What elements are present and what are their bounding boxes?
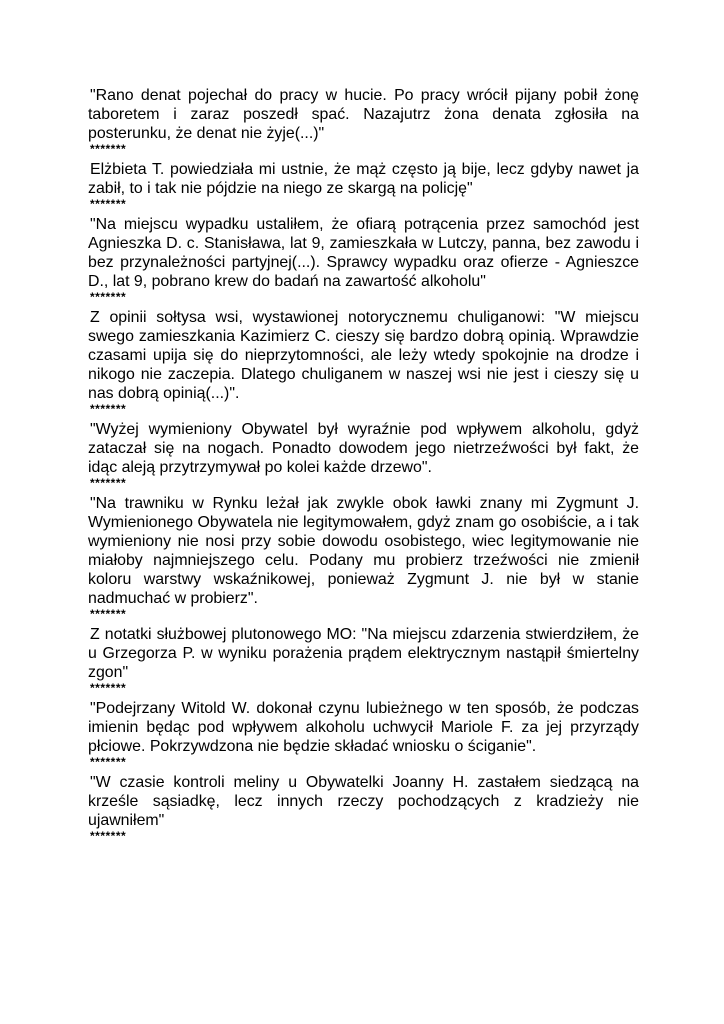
paragraph-8: "Podejrzany Witold W. dokonał czynu lubieżnego w ten sposób, że podczas imienin będąc pod wpływem alkoholu uchwycił Mariole F. za jej przyrządy płciowe. Pokrzywdzona nie będzie składać wniosku o ściganie". (88, 700, 639, 755)
separator-9: ******* (90, 829, 127, 843)
separator-1: ******* (90, 142, 127, 156)
separator-6: ******* (90, 607, 127, 621)
separator-5: ******* (90, 476, 127, 490)
paragraph-9: "W czasie kontroli meliny u Obywatelki Joanny H. zastałem siedzącą na krześle sąsiadkę, lecz innych rzeczy pochodzących z kradzieży nie ujawniłem" (88, 774, 639, 829)
separator-3: ******* (90, 290, 127, 304)
paragraph-6: "Na trawniku w Rynku leżał jak zwykle obok ławki znany mi Zygmunt J. Wymienionego Obywatela nie legitymowałem, gdyż znam go osobiście, a i tak wymieniony nie nosi przy sobie dowodu osobistego, wiec legitymowanie nie miałoby najmniejszego celu. Podany mu probierz trzeźwości nie zmienił koloru warstwy wskaźnikowej, ponieważ Zygmunt J. nie był w stanie nadmuchać w probierz". (88, 495, 639, 607)
paragraph-3: "Na miejscu wypadku ustaliłem, że ofiarą potrącenia przez samochód jest Agnieszka D. c. Stanisława, lat 9, zamieszkała w Lutczy, panna, bez zawodu i bez przynależności partyjnej(...). Sprawcy wypadku oraz ofierze - Agnieszce D., lat 9, pobrano krew do badań na zawartość alkoholu" (88, 216, 639, 290)
separator-4: ******* (90, 402, 127, 416)
paragraph-5: "Wyżej wymieniony Obywatel był wyraźnie pod wpływem alkoholu, gdyż zataczał się na nogach. Ponadto dowodem jego nietrzeźwości był fakt, że idąc aleją przytrzymywał po kolei każde drzewo". (88, 421, 639, 476)
paragraph-4: Z opinii sołtysa wsi, wystawionej notorycznemu chuliganowi: "W miejscu swego zamieszkania Kazimierz C. cieszy się bardzo dobrą opinią. Wprawdzie czasami upija się do nieprzytomności, ale leży wtedy spokojnie na drodze i nikogo nie zaczepia. Dlatego chuliganem w naszej wsi nie jest i cieszy się u nas dobrą opinią(...)". (88, 309, 639, 402)
paragraph-2: Elżbieta T. powiedziała mi ustnie, że mąż często ją bije, lecz gdyby nawet ja zabił, to i tak nie pójdzie na niego ze skargą na policję" (88, 161, 639, 197)
separator-7: ******* (90, 681, 127, 695)
paragraph-1: "Rano denat pojechał do pracy w hucie. Po pracy wrócił pijany pobił żonę taboretem i zaraz poszedł spać. Nazajutrz żona denata zgłosiła na posterunku, że denat nie żyje(...)" (88, 87, 639, 142)
document-page (88, 86, 639, 847)
separator-2: ******* (90, 197, 127, 211)
separator-8: ******* (90, 755, 127, 769)
paragraph-7: Z notatki służbowej plutonowego MO: "Na miejscu zdarzenia stwierdziłem, że u Grzegorza P. w wyniku porażenia prądem elektrycznym nastąpił śmiertelny zgon" (88, 626, 639, 681)
